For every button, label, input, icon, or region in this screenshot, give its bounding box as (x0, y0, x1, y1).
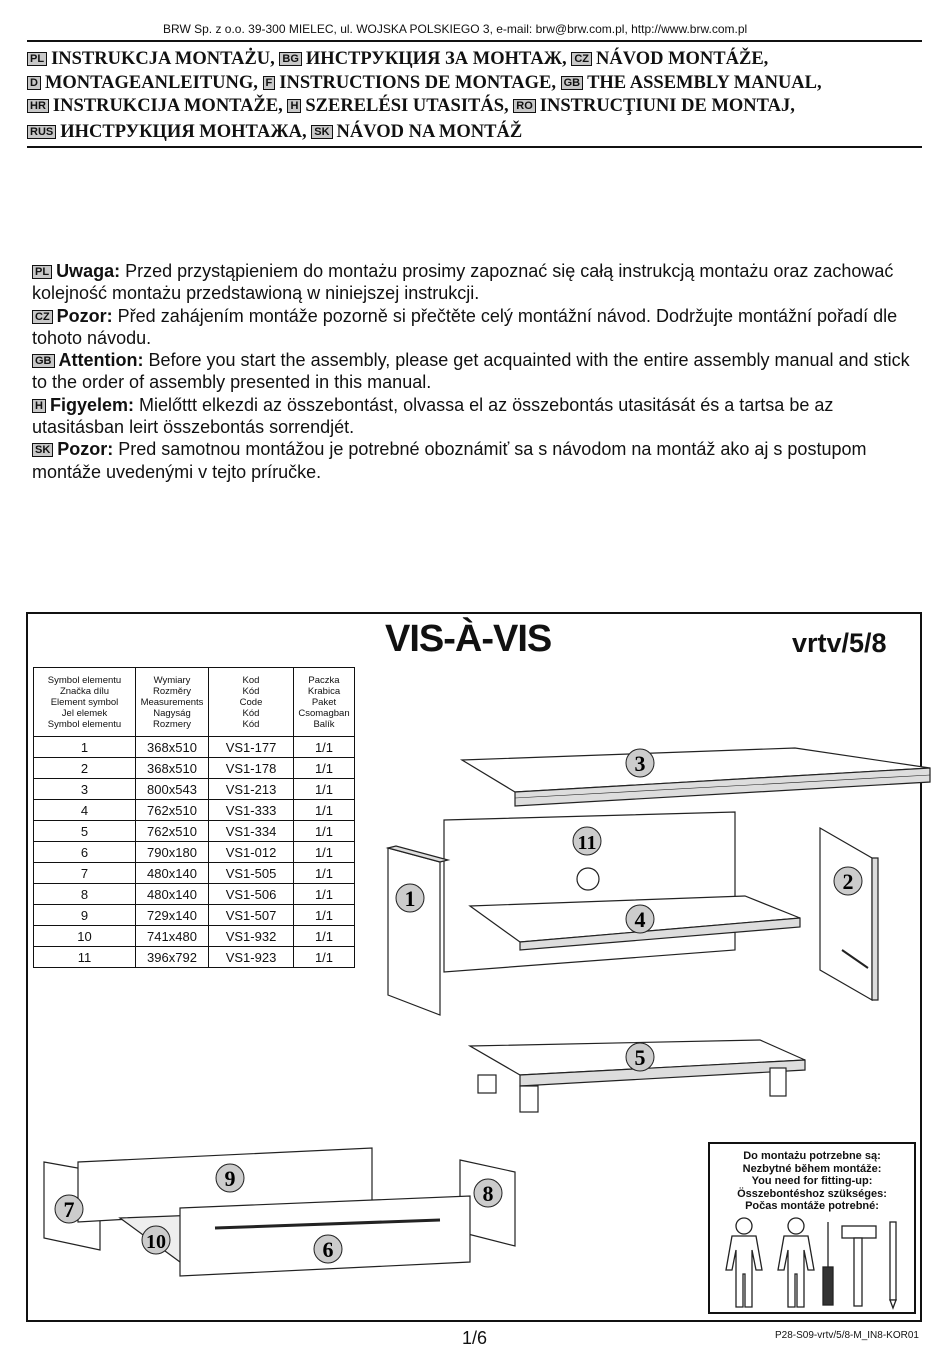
title-text: ИНСТРУКЦИЯ ЗА МОНТАЖ, (305, 49, 572, 69)
table-header-cell: Wymiary Rozměry Measurements Nagyság Rozmery (136, 668, 209, 737)
table-cell: 7 (34, 863, 136, 884)
tools-box (708, 1142, 916, 1314)
language-badge: SK (32, 443, 53, 457)
tools-line: You need for fitting-up: (751, 1175, 873, 1187)
part-badge-label: 6 (322, 1237, 334, 1262)
language-badge: F (263, 76, 276, 90)
part-badge-label: 5 (634, 1045, 646, 1070)
table-cell: 6 (34, 842, 136, 863)
table-cell: 396x792 (136, 947, 209, 968)
note-label: Figyelem: (49, 394, 134, 415)
table-cell: 1/1 (294, 779, 355, 800)
table-cell: 1/1 (294, 737, 355, 758)
title-text: ИНСТРУКЦИЯ МОНТАЖА, (60, 122, 312, 142)
language-badge: CZ (32, 310, 53, 324)
language-badge: H (287, 99, 301, 113)
language-badge: SK (311, 125, 332, 139)
product-name: VIS-À-VIS (385, 618, 552, 660)
hammer-icon (842, 1226, 876, 1306)
language-badge: CZ (571, 52, 592, 66)
table-cell: VS1-333 (209, 800, 294, 821)
note-text: Před zahájením montáže pozorně si přečtěte celý montážní návod. Dodržujte montážní pořadí dle tohoto návodu. (32, 305, 898, 348)
table-cell: VS1-012 (209, 842, 294, 863)
table-cell: 3 (34, 779, 136, 800)
table-cell: 1/1 (294, 926, 355, 947)
part-badge-label: 2 (842, 869, 854, 894)
table-header-cell: Symbol elementu Značka dílu Element symbol Jel elemek Symbol elementu (34, 668, 136, 737)
table-cell: 4 (34, 800, 136, 821)
table-cell: 5 (34, 821, 136, 842)
person-icon (778, 1218, 814, 1307)
person-icon (726, 1218, 762, 1307)
language-badge: H (32, 399, 46, 413)
pencil-icon (890, 1222, 896, 1308)
note-text: Pred samotnou montážou je potrebné oboznámiť sa s návodom na montáž ako aj s postupom montáže uvedenými v tejto príručke. (32, 439, 867, 482)
title-text: NÁVOD MONTÁŽE, (595, 49, 769, 69)
title-text: THE ASSEMBLY MANUAL, (587, 73, 822, 93)
table-cell: 480x140 (136, 863, 209, 884)
product-code: vrtv/5/8 (792, 628, 887, 658)
table-cell: 480x140 (136, 884, 209, 905)
table-cell: 1/1 (294, 863, 355, 884)
table-cell: 762x510 (136, 821, 209, 842)
title-text: INSTRUKCJA MONTAŻU, (51, 49, 280, 69)
note-label: Pozor: (57, 439, 114, 460)
title-text: SZERELÉSI UTASITÁS, (305, 96, 514, 116)
part-badge-label: 3 (634, 751, 646, 776)
part-badge-label: 4 (634, 907, 646, 932)
table-cell: 2 (34, 758, 136, 779)
table-cell: 9 (34, 905, 136, 926)
language-badge: RO (513, 99, 536, 113)
title-text: NÁVOD NA MONTÁŽ (336, 122, 523, 142)
tools-line: Összebontéshoz szükséges: (737, 1187, 887, 1200)
table-cell: 762x510 (136, 800, 209, 821)
table-cell: VS1-213 (209, 779, 294, 800)
screwdriver-icon (823, 1222, 833, 1305)
table-cell: VS1-177 (209, 737, 294, 758)
table-cell: VS1-178 (209, 758, 294, 779)
table-cell: 1/1 (294, 842, 355, 863)
panel-1-side (388, 848, 440, 1015)
company-header: BRW Sp. z o.o. 39-300 MIELEC, ul. WOJSKA POLSKIEGO 3, e-mail: brw@brw.com.pl, http://www.brw.com.pl (163, 22, 748, 36)
panel-2-side (820, 828, 872, 1000)
language-badge: PL (27, 52, 47, 66)
table-cell: 368x510 (136, 758, 209, 779)
table-cell: VS1-507 (209, 905, 294, 926)
tools-line: Nezbytné během montáže: (742, 1162, 882, 1175)
table-header-cell: Kod Kód Code Kód Kód (209, 668, 294, 737)
table-cell: 729x140 (136, 905, 209, 926)
title-text: INSTRUCŢIUNI DE MONTAJ, (539, 96, 795, 116)
table-cell: 368x510 (136, 737, 209, 758)
document-code: P28-S09-vrtv/5/8-M_IN8-KOR01 (775, 1330, 919, 1341)
table-cell: 11 (34, 947, 136, 968)
table-cell: 1 (34, 737, 136, 758)
table-cell: 1/1 (294, 884, 355, 905)
note-text: Before you start the assembly, please get acquainted with the entire assembly manual and stick to the order of assembly presented in this manual. (32, 350, 910, 393)
table-cell: VS1-506 (209, 884, 294, 905)
table-cell: 800x543 (136, 779, 209, 800)
table-cell: 10 (34, 926, 136, 947)
language-badge: GB (32, 354, 55, 368)
part-badge-label: 1 (404, 886, 416, 911)
part-badge-label: 11 (577, 832, 597, 854)
table-cell: VS1-923 (209, 947, 294, 968)
language-badge: RUS (27, 125, 56, 139)
language-badge: D (27, 76, 41, 90)
language-badge: BG (279, 52, 302, 66)
table-cell: 1/1 (294, 800, 355, 821)
note-label: Attention: (58, 350, 144, 371)
title-text: MONTAGEANLEITUNG, (44, 73, 263, 93)
table-cell: VS1-334 (209, 821, 294, 842)
table-cell: 1/1 (294, 905, 355, 926)
table-cell: VS1-505 (209, 863, 294, 884)
table-cell: 1/1 (294, 947, 355, 968)
part-badge-label: 7 (63, 1197, 75, 1222)
language-badge: HR (27, 99, 49, 113)
table-cell: 1/1 (294, 758, 355, 779)
note-text: Przed przystąpieniem do montażu prosimy zapoznać się całą instrukcją montażu oraz zachować kolejność montażu przedstawioną w niniejszej instrukcji. (32, 261, 894, 304)
tools-line: Do montażu potrzebne są: (743, 1150, 881, 1162)
note-label: Uwaga: (56, 261, 121, 281)
table-header-cell: Paczka Krabica Paket Csomagban Balík (294, 668, 355, 737)
table-cell: 8 (34, 884, 136, 905)
part-badge-label: 10 (146, 1231, 166, 1253)
table-cell: 1/1 (294, 821, 355, 842)
cable-hole (577, 868, 599, 890)
language-badge: GB (561, 76, 584, 90)
title-text: INSTRUKCIJA MONTAŽE, (52, 96, 288, 116)
part-badge-label: 8 (482, 1181, 494, 1206)
table-cell: VS1-932 (209, 926, 294, 947)
tools-line: Počas montáže potrebné: (745, 1200, 879, 1212)
title-text: INSTRUCTIONS DE MONTAGE, (279, 73, 561, 93)
note-text: Mielőttt elkezdi az összebontást, olvassa el az összebontás utasitását és a tartsa be az utasitásban leirt összebontás sorrendjét. (32, 394, 834, 438)
table-cell: 790x180 (136, 842, 209, 863)
note-label: Pozor: (56, 305, 113, 326)
part-badge-label: 9 (224, 1166, 236, 1191)
language-badge: PL (32, 265, 52, 279)
page-number: 1/6 (462, 1328, 488, 1348)
table-cell: 741x480 (136, 926, 209, 947)
